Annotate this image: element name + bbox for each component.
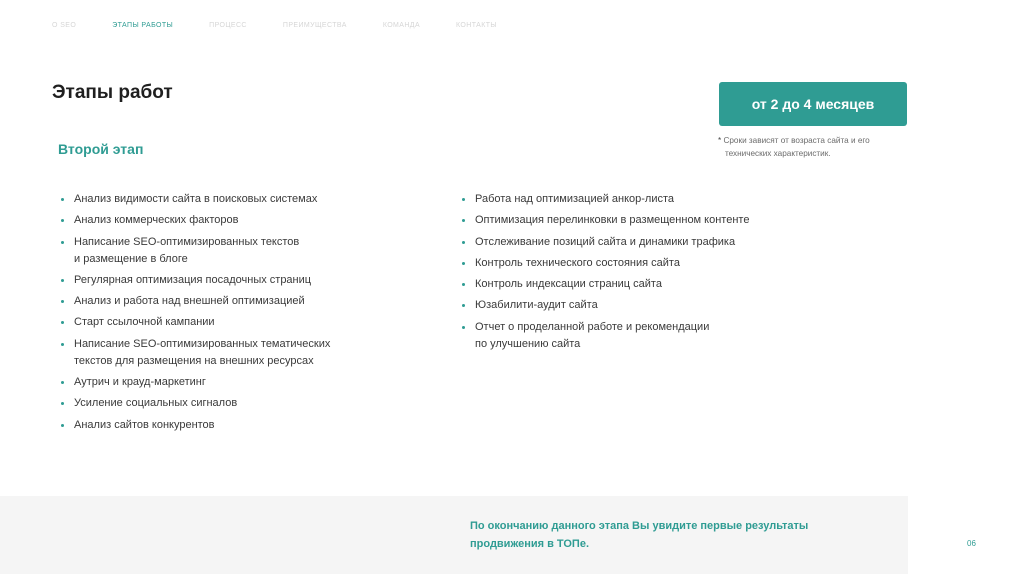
list-item-text: текстов для размещения на внешних ресурсах <box>74 354 314 367</box>
footnote-line-2: технических характеристик. <box>725 149 831 158</box>
list-item-text: Отчет о проделанной работе и рекомендации <box>475 320 710 333</box>
page-number: 06 <box>967 539 976 548</box>
bullet-icon <box>462 241 465 244</box>
bullet-icon <box>462 326 465 329</box>
list-item-text: Аутрич и крауд-маркетинг <box>74 376 206 389</box>
list-item-text: Регулярная оптимизация посадочных страниц <box>74 273 312 286</box>
list-item <box>459 276 819 293</box>
page-title: Этапы работ <box>52 82 173 103</box>
result-note-line-1: По окончанию данного этапа Вы увидите первые результаты <box>470 520 809 532</box>
list-item-text: Отслеживание позиций сайта и динамики трафика <box>475 235 736 248</box>
bullet-icon <box>61 198 64 201</box>
bullet-icon <box>61 321 64 324</box>
footnote-text-1: Сроки зависят от возраста сайта и его <box>723 136 870 145</box>
list-item-text: Контроль индексации страниц сайта <box>475 278 662 291</box>
list-item <box>58 234 418 268</box>
top-nav <box>52 22 533 29</box>
list-item-text: Контроль технического состояния сайта <box>475 256 680 269</box>
list-item <box>459 319 819 353</box>
list-item-text: и размещение в блоге <box>74 252 188 265</box>
list-item-text: Работа над оптимизацией анкор-листа <box>475 193 675 205</box>
nav-item-advantages[interactable]: ПРЕИМУЩЕСТВА <box>282 22 347 29</box>
list-item <box>58 314 418 331</box>
bullet-icon <box>61 219 64 222</box>
bullet-icon <box>61 424 64 427</box>
duration-badge: от 2 до 4 месяцев <box>719 82 907 126</box>
nav-item-team[interactable]: КОМАНДА <box>382 22 421 29</box>
bullet-icon <box>61 381 64 384</box>
list-item-text: Старт ссылочной кампании <box>74 316 215 329</box>
stage-title: Второй этап <box>58 141 144 157</box>
nav-item-about-seo[interactable]: О SEO <box>52 22 77 29</box>
list-item-text: по улучшению сайта <box>475 337 581 350</box>
bullet-icon <box>61 279 64 282</box>
list-item <box>58 336 418 370</box>
list-item-text: Анализ сайтов конкурентов <box>74 418 215 431</box>
list-item <box>459 297 819 314</box>
result-note-line-2: продвижения в ТОПе. <box>470 538 589 550</box>
bullet-icon <box>462 198 465 201</box>
list-item <box>58 212 418 229</box>
footnote-star: * <box>718 136 722 145</box>
bullet-icon <box>61 241 64 244</box>
list-item-text: Оптимизация перелинковки в размещенном контенте <box>475 214 750 227</box>
list-item <box>58 293 418 310</box>
list-item-text: Анализ коммерческих факторов <box>74 214 239 227</box>
list-item-text: Анализ и работа над внешней оптимизацией <box>74 295 305 308</box>
list-item-text: Написание SEO-оптимизированных текстов <box>74 235 300 248</box>
list-item-text: Написание SEO-оптимизированных тематических <box>74 337 331 350</box>
bullet-icon <box>462 283 465 286</box>
bullet-icon <box>61 402 64 405</box>
list-item <box>58 395 418 412</box>
list-item <box>58 191 418 208</box>
list-item <box>459 234 819 251</box>
list-item <box>459 191 819 208</box>
nav-item-contacts[interactable]: КОНТАКТЫ <box>456 22 497 29</box>
nav-item-work-stages[interactable]: ЭТАПЫ РАБОТЫ <box>112 22 174 29</box>
bullet-icon <box>61 343 64 346</box>
bullet-icon <box>462 219 465 222</box>
footnote <box>718 134 918 160</box>
list-item-text: Усиление социальных сигналов <box>74 397 238 410</box>
list-item <box>58 374 418 391</box>
footnote-line-1 <box>718 134 918 147</box>
list-item <box>58 417 418 434</box>
list-item <box>459 255 819 272</box>
list-item-text: Анализ видимости сайта в поисковых системах <box>74 193 318 205</box>
left-task-list <box>58 191 418 438</box>
list-item <box>58 272 418 289</box>
list-item <box>459 212 819 229</box>
bullet-icon <box>61 300 64 303</box>
nav-item-process[interactable]: ПРОЦЕСС <box>209 22 247 29</box>
bullet-icon <box>462 304 465 307</box>
list-item-text: Юзабилити-аудит сайта <box>475 299 598 312</box>
bullet-icon <box>462 262 465 265</box>
right-task-list <box>459 191 819 357</box>
result-note <box>470 517 890 553</box>
